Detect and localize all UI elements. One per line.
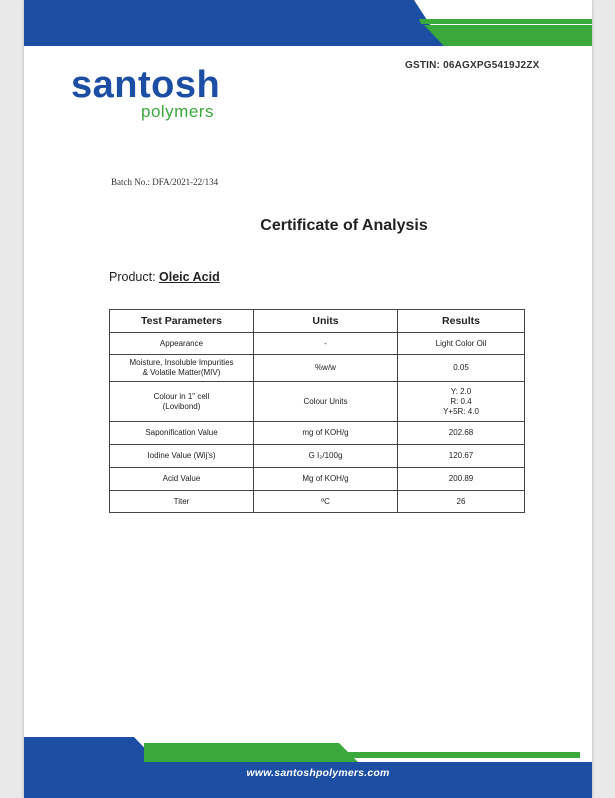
table-row	[110, 468, 525, 491]
table-header-row	[110, 310, 525, 333]
footer-green-band	[144, 743, 359, 763]
cell-param: Moisture, Insoluble Impurities & Volatile Matter(MIV)	[110, 355, 254, 382]
cell-unit: Mg of KOH/g	[254, 468, 398, 491]
cell-result: Light Color Oil	[398, 333, 525, 355]
table-row	[110, 491, 525, 513]
table-row	[110, 422, 525, 445]
cell-result: 200.89	[398, 468, 525, 491]
logo-name: santosh	[71, 64, 221, 106]
cell-unit: ºC	[254, 491, 398, 513]
product-value: Oleic Acid	[159, 270, 220, 284]
analysis-table	[109, 309, 525, 513]
product-line	[109, 270, 220, 284]
cell-param: Colour in 1" cell (Lovibond)	[110, 382, 254, 422]
gstin-number: GSTIN: 06AGXPG5419J2ZX	[405, 60, 540, 71]
website-link[interactable]: www.santoshpolymers.com	[246, 767, 390, 779]
table-row	[110, 382, 525, 422]
cell-result: 202.68	[398, 422, 525, 445]
cell-param: Titer	[110, 491, 254, 513]
document-title: Certificate of Analysis	[260, 217, 428, 234]
cell-unit: mg of KOH/g	[254, 422, 398, 445]
header-results: Results	[398, 310, 525, 333]
cell-param: Acid Value	[110, 468, 254, 491]
header-blue-band	[24, 0, 444, 46]
cell-unit: G I₂/100g	[254, 445, 398, 468]
product-label: Product:	[109, 270, 160, 284]
cell-unit: %w/w	[254, 355, 398, 382]
cell-result: 120.67	[398, 445, 525, 468]
cell-unit: Colour Units	[254, 382, 398, 422]
header-test-parameters: Test Parameters	[110, 310, 254, 333]
header-green-stripe	[417, 19, 592, 24]
logo-tagline: polymers	[141, 102, 214, 121]
table-row	[110, 355, 525, 382]
cell-unit: -	[254, 333, 398, 355]
cell-param: Saponification Value	[110, 422, 254, 445]
cell-result: Y: 2.0 R: 0.4 Y+5R: 4.0	[398, 382, 525, 422]
table-row	[110, 333, 525, 355]
document-page	[24, 0, 592, 798]
cell-result: 26	[398, 491, 525, 513]
cell-param: Appearance	[110, 333, 254, 355]
cell-param: Iodine Value (Wij's)	[110, 445, 254, 468]
footer-green-stripe	[344, 752, 580, 758]
header-units: Units	[254, 310, 398, 333]
batch-number: Batch No.: DFA/2021-22/134	[111, 177, 219, 187]
cell-result: 0.05	[398, 355, 525, 382]
company-logo	[71, 64, 221, 121]
table-row	[110, 445, 525, 468]
